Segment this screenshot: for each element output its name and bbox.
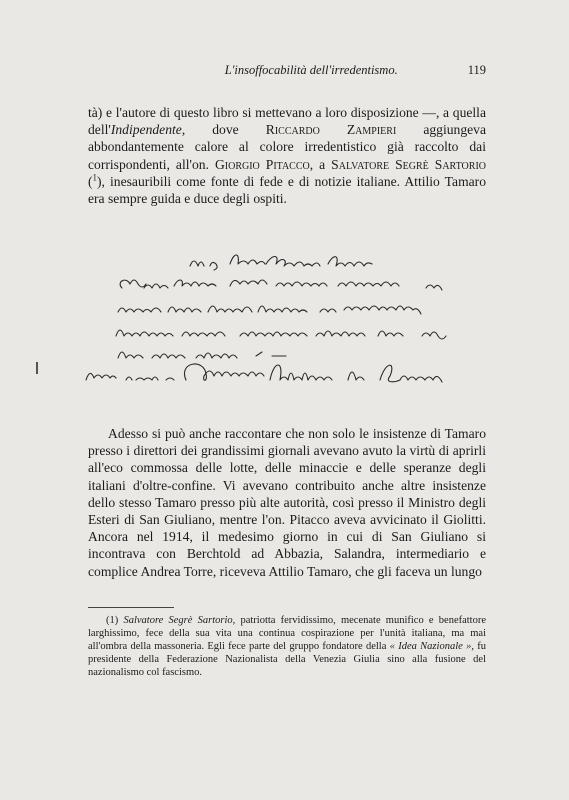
footnote-reference[interactable]: 1 [92, 172, 98, 183]
text-run: , patriotta fervidissimo, mecenate munifico e benefattore larghissimo, fece della sua vita una continua cospirazione per l'unità italiana, ma mai all'ombra della massoneria. Egli fece parte del gruppo fondatore della [88, 615, 486, 652]
person-name: Salvatore Segrè Sartorio [331, 156, 486, 172]
journal-name: « Idea Nazionale » [389, 641, 472, 652]
person-name: Giorgio Pitacco [214, 156, 310, 172]
text-run: tà) e l'autore di questo libro si mettevano a loro disposizione —, a quella dell' [88, 105, 486, 138]
text-run: , dove [181, 122, 266, 138]
paragraph-1 [88, 104, 486, 207]
paragraph-2: Adesso si può anche raccontare che non solo le insistenze di Tamaro presso i direttori dei grandissimi giornali avevano avuto la virtù di aprirli all'eco commossa delle lotte, delle minaccie e delle speranze degli italiani d'oltre-confine. Vi avevano contribuito anche altre insistenze dello stesso Tamaro presso più alte autorità, così presso il Ministro degli Esteri di San Giuliano, mentre l'on. Pitacco aveva avvicinato il Giolitti. Ancora nel 1914, il medesimo giorno in cui di San Giuliano si incontrava con Berchtold ad Abbazia, Salandra, intermediario e complice Andrea Torre, riceveva Attilio Tamaro, che gli faceva un lungo [88, 426, 486, 579]
newspaper-name: Indipendente [110, 122, 182, 138]
page-number: 119 [467, 63, 486, 77]
footnote-text [88, 614, 486, 679]
footnote-person-name: Salvatore Segrè Sartorio [123, 615, 233, 626]
person-name: Riccardo Zampieri [265, 122, 397, 138]
footnote [88, 614, 486, 679]
text-run: ), inesauribili come fonte di fede e di notizie italiane. Attilio Tamaro era sempre guida e duce degli ospiti. [88, 173, 486, 207]
handwritten-dedication [70, 240, 510, 390]
text-run: , a [309, 156, 332, 172]
paragraph-bottom [88, 425, 486, 580]
footnote-number: (1) [106, 615, 124, 626]
text-run: aggiungeva abbondantemente calore al colore irredentistico già raccolto dai corrispondenti, all'on. [88, 122, 487, 172]
handwriting-image [70, 240, 510, 390]
paragraph-top [88, 104, 486, 207]
running-head [88, 63, 486, 78]
footnote-divider [88, 607, 174, 608]
margin-mark [36, 362, 38, 374]
text-run: , fu presidente della Federazione Nazionalista della Venezia Giulia sino alla fusione del nazionalismo col fascismo. [88, 641, 487, 678]
text-run: ( [88, 173, 93, 189]
running-title: L'insoffocabilità dell'irredentismo. [224, 63, 398, 77]
